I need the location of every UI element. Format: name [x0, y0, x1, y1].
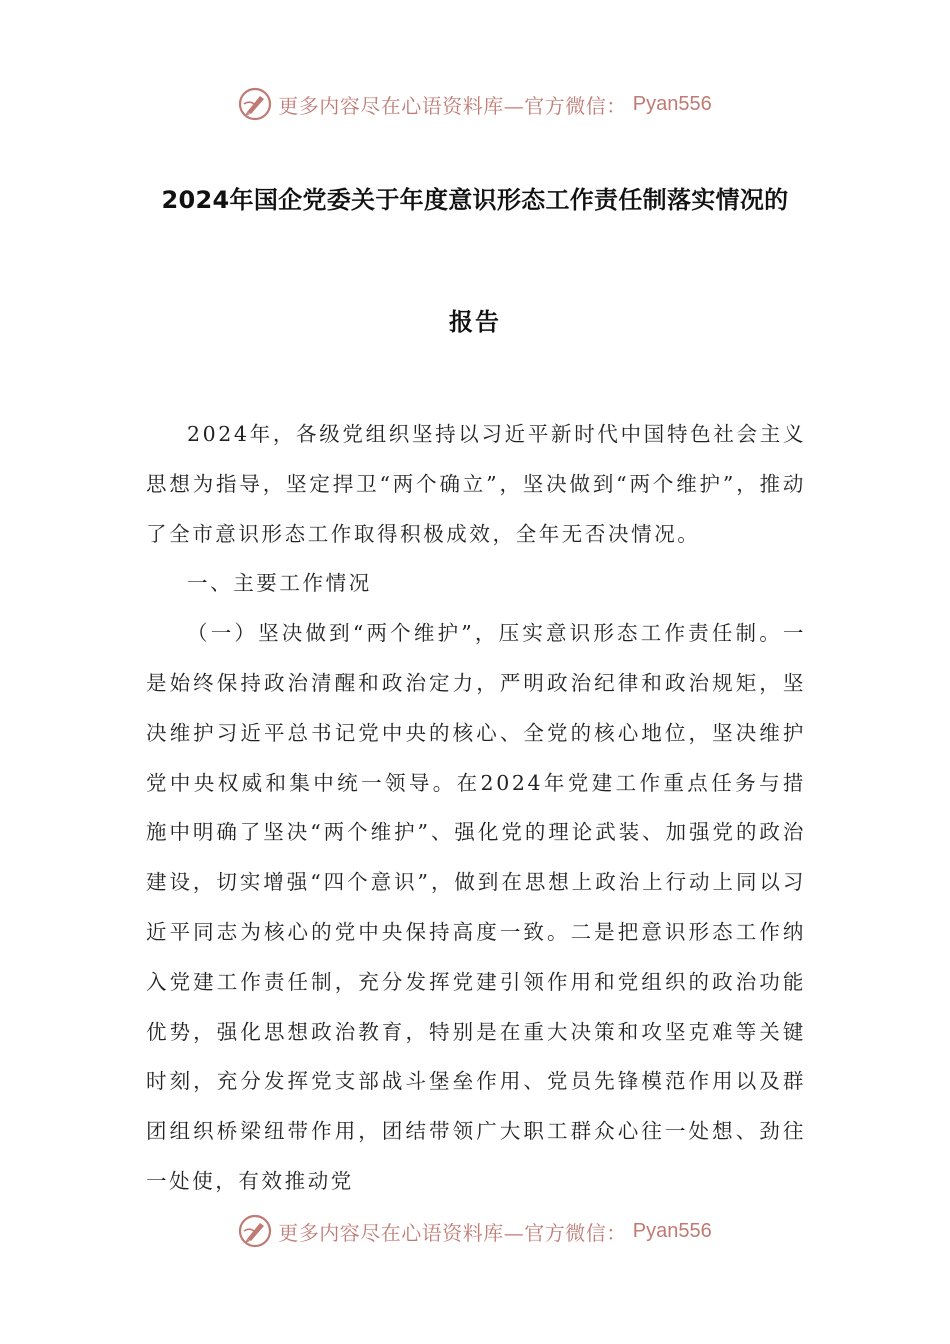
- watermark-text: 更多内容尽在心语资料库—官方微信：: [278, 93, 627, 118]
- document-title: 2024年国企党委关于年度意识形态工作责任制落实情况的: [161, 186, 789, 214]
- pen-logo-icon: [238, 1214, 272, 1248]
- document-title-continued: 报告: [449, 308, 501, 336]
- document-body: [146, 410, 806, 1207]
- watermark-header: [0, 84, 950, 124]
- pen-logo-icon: [238, 87, 272, 121]
- watermark-footer: [0, 1211, 950, 1251]
- paragraph-section-1: （一）坚决做到“两个维护”，压实意识形态工作责任制。一是始终保持政治清醒和政治定力，严明政治纪律和政治规矩，坚决维护习近平总书记党中央的核心、全党的核心地位，坚决维护党中央权威和集中统一领导。在2024年党建工作重点任务与措施中明确了坚决“两个维护”、强化党的理论武装、加强党的政治建设，切实增强“四个意识”，做到在思想上政治上行动上同以习近平同志为核心的党中央保持高度一致。二是把意识形态工作纳入党建工作责任制，充分发挥党建引领作用和党组织的政治功能优势，强化思想政治教育，特别是在重大决策和攻坚克难等关键时刻，充分发挥党支部战斗堡垒作用、党员先锋模范作用以及群团组织桥梁纽带作用，团结带领广大职工群众心往一处想、劲往一处使，有效推动党: [146, 621, 806, 1193]
- paragraph-intro: 2024年，各级党组织坚持以习近平新时代中国特色社会主义思想为指导，坚定捍卫“两个确立”，坚决做到“两个维护”，推动了全市意识形态工作取得积极成效，全年无否决情况。: [146, 422, 806, 546]
- section-heading: 一、主要工作情况: [187, 571, 372, 596]
- watermark-text: 更多内容尽在心语资料库—官方微信：: [278, 1220, 627, 1245]
- watermark-account: Pyan556: [632, 92, 712, 115]
- watermark-account: Pyan556: [632, 1219, 712, 1242]
